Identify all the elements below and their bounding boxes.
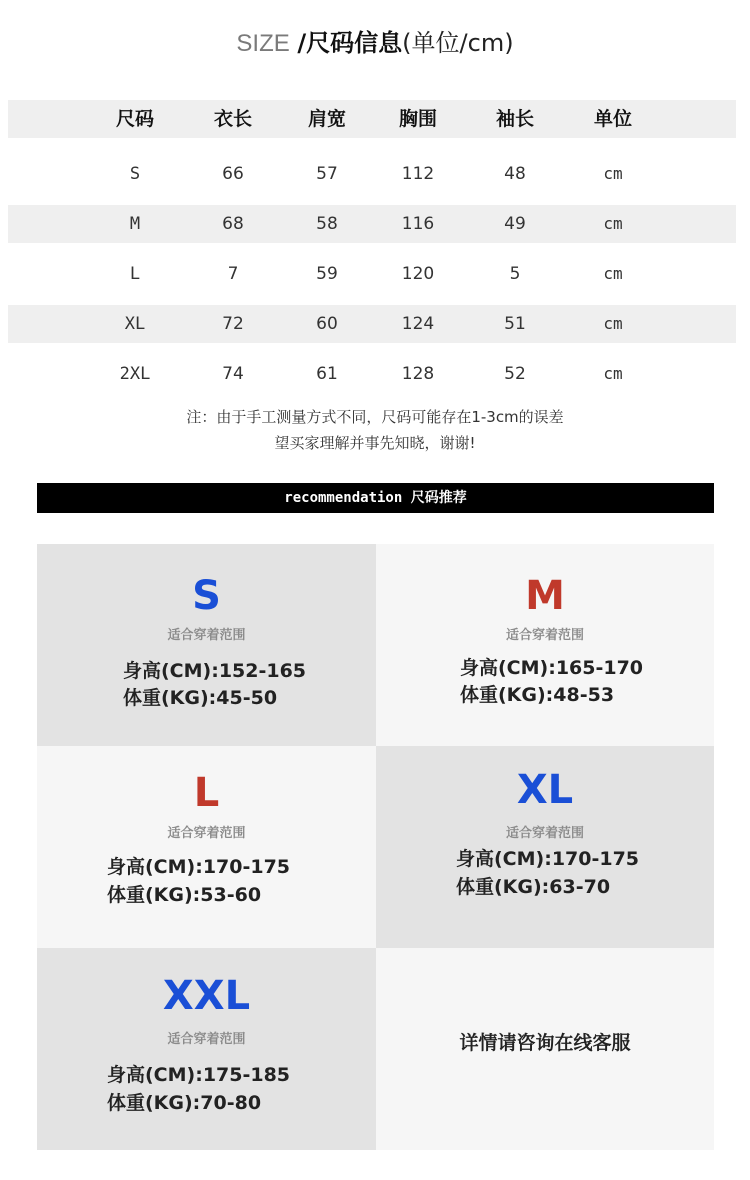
table-cell: 128	[401, 364, 435, 384]
table-header-cell: 胸围	[398, 108, 437, 130]
table-cell: 58	[316, 214, 338, 234]
tile-size-label: XL	[516, 767, 574, 813]
table-cell: 5	[509, 264, 521, 284]
tile-size-label: S	[192, 573, 221, 619]
table-header-cell: 衣长	[213, 108, 252, 130]
tile-weight: 体重(KG):48-53	[460, 684, 615, 706]
tile-height: 身高(CM):170-175	[456, 848, 640, 870]
table-cell: 59	[316, 264, 338, 284]
tile-subtitle: 适合穿着范围	[167, 628, 246, 643]
tile-l	[37, 746, 376, 948]
table-cell: 52	[504, 364, 526, 384]
table-header	[8, 100, 736, 138]
tile-consult	[376, 948, 714, 1150]
table-cell: 68	[222, 214, 244, 234]
table-cell: 57	[316, 164, 338, 184]
table-cell: 51	[504, 314, 526, 334]
table-cell: 116	[401, 214, 435, 234]
recommendation-banner: recommendation 尺码推荐	[37, 483, 714, 513]
table-cell: M	[129, 214, 141, 234]
table-cell: 49	[504, 214, 526, 234]
page-title	[0, 26, 750, 61]
tile-size-label: M	[525, 573, 565, 619]
table-cell: 48	[504, 164, 526, 184]
table-header-cell: 尺码	[115, 108, 154, 130]
tile-height: 身高(CM):165-170	[460, 657, 644, 679]
table-row	[8, 205, 736, 243]
tile-size-label: XXL	[162, 973, 251, 1019]
table-cell: 7	[227, 264, 239, 284]
tile-height: 身高(CM):170-175	[107, 856, 291, 878]
tile-s	[37, 544, 376, 746]
table-header-cell: 袖长	[495, 108, 534, 130]
title-cn: /尺码信息	[297, 29, 403, 57]
table-cell: 72	[222, 314, 244, 334]
title-en: SIZE	[236, 30, 290, 57]
table-cell: 124	[401, 314, 435, 334]
table-cell: cm	[603, 164, 623, 183]
table-cell: 66	[222, 164, 244, 184]
recommendation-grid	[37, 544, 714, 1150]
tile-m	[376, 544, 714, 746]
title-unit: (单位/cm)	[402, 29, 514, 57]
tile-weight: 体重(KG):45-50	[123, 687, 278, 709]
tile-xxl	[37, 948, 376, 1150]
tile-height: 身高(CM):175-185	[107, 1064, 291, 1086]
table-cell: cm	[603, 314, 623, 333]
tile-size-label: L	[193, 770, 220, 816]
table-row	[8, 355, 736, 393]
table-row	[8, 255, 736, 293]
consult-text: 详情请咨询在线客服	[459, 1032, 631, 1054]
table-cell: L	[129, 264, 141, 284]
table-header-cell: 肩宽	[307, 108, 346, 130]
table-cell: 60	[316, 314, 338, 334]
table-row	[8, 305, 736, 343]
tile-weight: 体重(KG):63-70	[456, 876, 611, 898]
table-cell: XL	[124, 314, 146, 334]
note-line-1: 注：由于手工测量方式不同，尺码可能存在1-3cm的误差	[186, 408, 564, 426]
table-cell: 120	[401, 264, 435, 284]
tile-weight: 体重(KG):53-60	[107, 884, 262, 906]
table-cell: 112	[401, 164, 435, 184]
tile-subtitle: 适合穿着范围	[167, 826, 246, 841]
table-cell: cm	[603, 364, 623, 383]
table-header-cell: 单位	[593, 108, 632, 130]
table-cell: 61	[316, 364, 338, 384]
tile-height: 身高(CM):152-165	[123, 660, 307, 682]
table-cell: S	[129, 164, 141, 184]
tile-subtitle: 适合穿着范围	[167, 1032, 246, 1047]
tile-subtitle: 适合穿着范围	[505, 628, 584, 643]
note-line-2: 望买家理解并事先知晓，谢谢!	[274, 434, 476, 452]
table-row	[8, 155, 736, 193]
table-cell: cm	[603, 214, 623, 233]
tile-subtitle: 适合穿着范围	[505, 826, 584, 841]
tile-xl	[376, 746, 714, 948]
table-cell: cm	[603, 264, 623, 283]
table-cell: 74	[222, 364, 244, 384]
table-cell: 2XL	[119, 364, 151, 384]
tile-weight: 体重(KG):70-80	[107, 1092, 262, 1114]
